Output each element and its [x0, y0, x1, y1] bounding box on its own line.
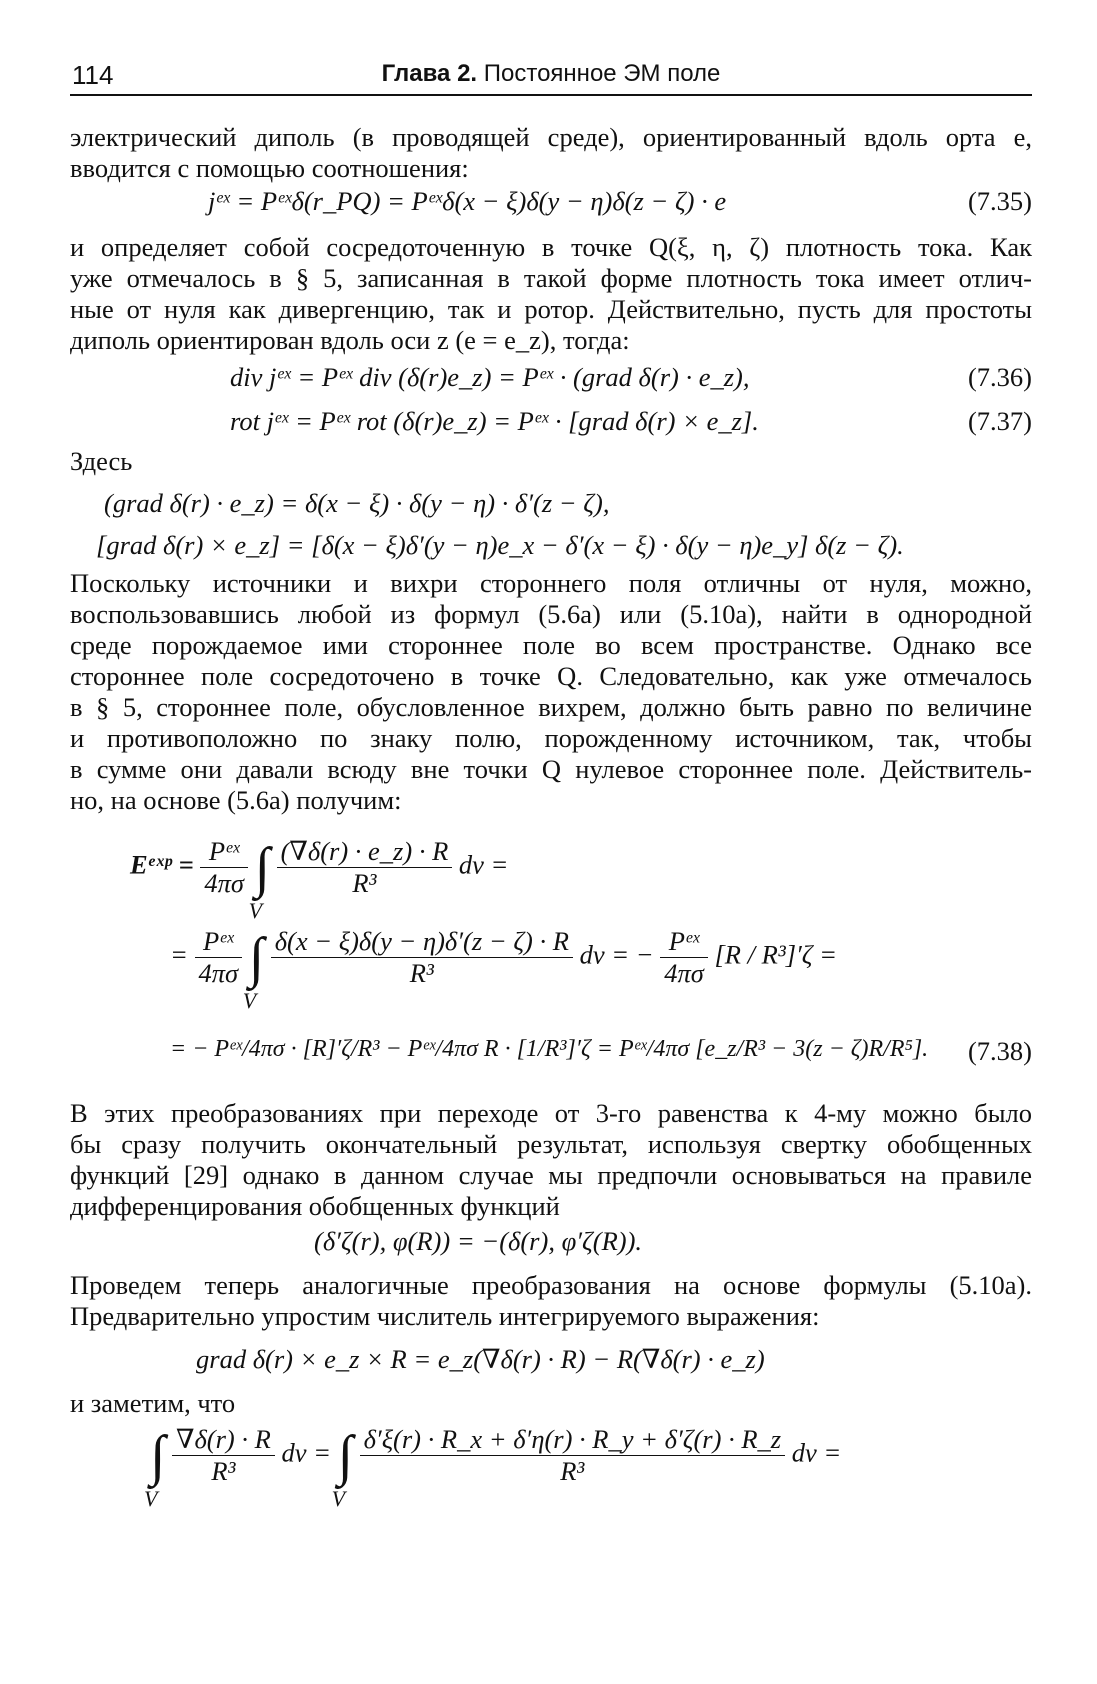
page-number: 114 — [72, 60, 114, 90]
equation-7-38-line-2: = $\frac{\text{Pᵉˣ}}{4\pi\sigma}$ ∫ V $\frac{\delta(x - \xi)\delta(y - \eta)\delta'(z - \zeta) \cdot R}{\text{R³}}$ dv = − $\frac{\text{Pᵉˣ}}{4\pi\sigma}$ [R / R³]′ζ = — [170, 926, 838, 1013]
text-line: стороннее поле сосредоточено в точке Q. Следовательно, как уже отмечалось — [70, 661, 1032, 691]
integral-sign: ∫ V — [248, 836, 270, 923]
chapter-label: Глава 2. — [381, 60, 478, 87]
text-line: Поскольку источники и вихри стороннего поля отличны от нуля, можно, — [70, 568, 1032, 598]
here-label: Здесь — [70, 446, 133, 476]
text-line: В этих преобразованиях при переходе от 3-го равенства к 4-му можно было — [70, 1098, 1032, 1128]
equation-7-38-line-1: Eᵉˣᵖ = $\frac{\text{Pᵉˣ}}{4\pi\sigma}$ ∫ V $\frac{(\nabla\delta(r) \cdot e\_z) \cdot R}{\text{R³}}$ dv = — [130, 836, 509, 923]
equation-grad-cross: [grad δ(r) × e_z] = [δ(x − ξ)δ′(y − η)e_x − δ′(x − ξ) · δ(y − η)e_y] δ(z − ζ). — [96, 530, 904, 560]
integral-sign: ∫ V — [331, 1424, 353, 1511]
running-title — [70, 60, 1032, 88]
equation-numerator: grad δ(r) × e_z × R = e_z(∇δ(r) · R) − R(∇δ(r) · e_z) — [196, 1344, 765, 1374]
text-line: Предварительно упростим числитель интегрируемого выражения: — [70, 1301, 820, 1331]
equation-7-35: jᵉˣ = Pᵉˣδ(r_PQ) = Pᵉˣδ(x − ξ)δ(y − η)δ(z − ζ) · e — [208, 186, 727, 216]
integral-sign: ∫ V — [242, 926, 265, 1013]
text-line: дифференцирования обобщенных функций — [70, 1191, 560, 1221]
equation-number: (7.37) — [967, 406, 1032, 436]
text-line: бы сразу получить окончательный результат, используя свертку обобщенных — [70, 1129, 1032, 1159]
fraction: $\frac{\text{Pᵉˣ}}{4\pi\sigma}$ — [195, 926, 243, 989]
text-line: ные от нуля как дивергенцию, так и ротор. Действительно, пусть для простоты — [70, 294, 1032, 324]
fraction: $\frac{\nabla\delta(r) \cdot R}{\text{R³}}$ — [172, 1424, 275, 1487]
equation-number: (7.36) — [967, 362, 1032, 392]
fraction: $\frac{\text{Pᵉˣ}}{4\pi\sigma}$ — [200, 836, 248, 899]
equation-number: (7.38) — [967, 1036, 1032, 1066]
text-line: в сумме они давали всюду вне точки Q нулевое стороннее поле. Действитель- — [70, 754, 1032, 784]
text-line: среде порождаемое ими стороннее поле во всем пространстве. Однако все — [70, 630, 1032, 660]
text-line: и определяет собой сосредоточенную в точке Q(ξ, η, ζ) плотность тока. Как — [70, 232, 1032, 262]
text-line: и противоположно по знаку полю, порожденному источником, так, чтобы — [70, 723, 1032, 753]
equation-7-38-line-3: = − Pᵉˣ/4πσ · [R]′ζ/R³ − Pᵉˣ/4πσ R · [1/R³]′ζ = Pᵉˣ/4πσ [e_z/R³ − 3(z − ζ)R/R⁵]. — [170, 1036, 929, 1062]
text-line: функций [29] однако в данном случае мы предпочли основываться на правиле — [70, 1160, 1032, 1190]
paragraph-2 — [70, 232, 1032, 356]
text-line: но, на основе (5.6a) получим: — [70, 785, 402, 815]
equation-7-36: div jᵉˣ = Pᵉˣ div (δ(r)e_z) = Pᵉˣ · (grad δ(r) · e_z), — [230, 362, 750, 392]
text-line: воспользовавшись любой из формул (5.6a) или (5.10a), найти в однородной — [70, 599, 1032, 629]
fraction: $\frac{(\nabla\delta(r) \cdot e\_z) \cdot R}{\text{R³}}$ — [277, 836, 453, 899]
fraction: $\frac{\delta(x - \xi)\delta(y - \eta)\delta'(z - \zeta) \cdot R}{\text{R³}}$ — [271, 926, 573, 989]
field-symbol: Eᵉˣᵖ = — [130, 849, 194, 880]
equation-number: (7.35) — [967, 186, 1032, 216]
fraction: $\frac{\text{Pᵉˣ}}{4\pi\sigma}$ — [660, 926, 708, 989]
text-line: уже отмечалось в § 5, записанная в такой форме плотность тока имеет отлич- — [70, 263, 1032, 293]
text-line: электрический диполь (в проводящей среде), ориентированный вдоль орта e, — [70, 122, 1032, 152]
paragraph-5 — [70, 1270, 1032, 1332]
text-line: вводится с помощью соотношения: — [70, 153, 469, 183]
note-label: и заметим, что — [70, 1388, 236, 1418]
integral-sign: ∫ V — [144, 1424, 166, 1511]
text-line: Проведем теперь аналогичные преобразования на основе формулы (5.10a). — [70, 1270, 1032, 1300]
paragraph-4 — [70, 1098, 1032, 1222]
equation-7-37: rot jᵉˣ = Pᵉˣ rot (δ(r)e_z) = Pᵉˣ · [grad δ(r) × e_z]. — [230, 406, 759, 436]
equation-differentiation-rule: (δ′ζ(r), φ(R)) = −(δ(r), φ′ζ(R)). — [314, 1226, 643, 1256]
paragraph-3 — [70, 568, 1032, 816]
text-line: диполь ориентирован вдоль оси z (e = e_z), тогда: — [70, 325, 630, 355]
fraction: $\frac{\delta'\xi(r) \cdot R\_x + \delta'\eta(r) \cdot R\_y + \delta'\zeta(r) \cdot R\_z}{\text{R³}}$ — [360, 1424, 786, 1487]
equation-integral-identity: ∫ V $\frac{\nabla\delta(r) \cdot R}{\text{R³}}$ dv = ∫ V $\frac{\delta'\xi(r) \cdot R\_x + \delta'\eta(r) \cdot R\_y + \delta'\zeta(r) \cdot R\_z}{\text{R³}}$ dv = — [144, 1424, 842, 1511]
page-header — [70, 54, 1032, 96]
text-line: в § 5, стороннее поле, обусловленное вихрем, должно быть равно по величине — [70, 692, 1032, 722]
paragraph-1 — [70, 122, 1032, 184]
equation-grad-dot: (grad δ(r) · e_z) = δ(x − ξ) · δ(y − η) · δ′(z − ζ), — [104, 488, 610, 518]
chapter-title: Постоянное ЭМ поле — [483, 60, 721, 87]
